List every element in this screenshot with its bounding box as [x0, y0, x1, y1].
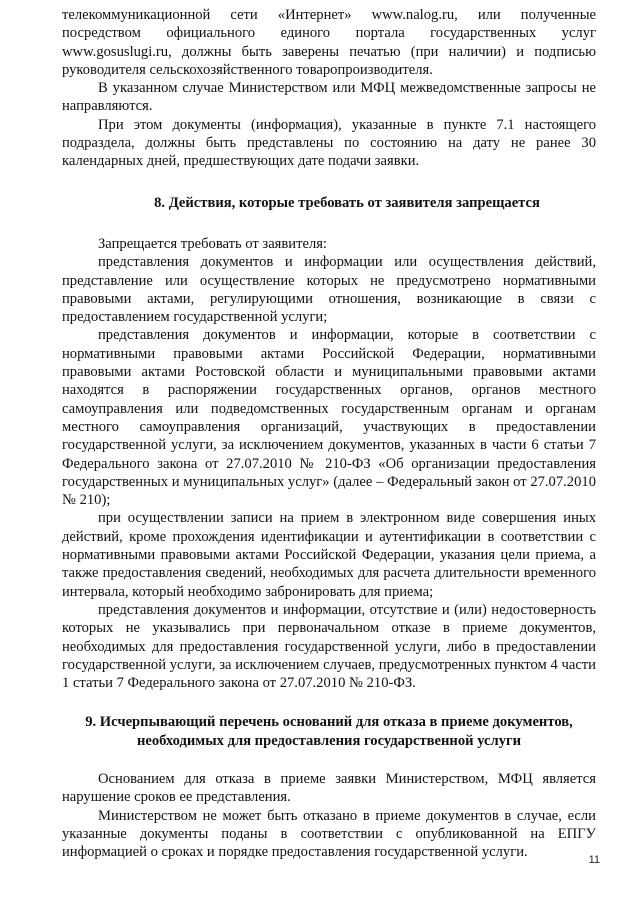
paragraph: При этом документы (информация), указанные в пункте 7.1 настоящего подраздела, должны быть представлены по состоянию на дату не ранее 30 календарных дней, предшествующих дате подачи заявки. — [62, 116, 596, 170]
paragraph: представления документов и информации или осуществления действий, представление или осуществление которых не предусмотрено нормативными правовыми актами, регулирующими отношения, возникающие в связи с предоставлением государственной услуги; — [62, 254, 596, 326]
paragraph: телекоммуникационной сети «Интернет» www.nalog.ru, или полученные посредством официального единого портала государственных услуг www.gosuslugi.ru, должны быть заверены печатью (при наличии) и подписью руководителя сельскохозяйственного товаропроизводителя. — [62, 7, 596, 78]
paragraph: при осуществлении записи на прием в электронном виде совершения иных действий, кроме прохождения идентификации и аутентификации в соответствии с нормативными правовыми актами Российской Федерации, указания цели приема, а также предоставления сведений, необходимых для расчета длительности временного интервала, который необходимо забронировать для приема; — [62, 510, 596, 600]
paragraph: Основанием для отказа в приеме заявки Министерством, МФЦ является нарушение сроков ее представления. — [62, 770, 596, 806]
paragraph: представления документов и информации, отсутствие и (или) недостоверность которых не указывались при первоначальном отказе в приеме документов, необходимых для предоставления государственной услуги, либо в предоставлении государственной услуги, за исключением случаев, предусмотренных пунктом 4 части 1 статьи 7 Федерального закона от 27.07.2010 № 210-ФЗ. — [62, 601, 596, 692]
paragraph: Запрещается требовать от заявителя: — [98, 235, 327, 252]
section-8-heading: 8. Действия, которые требовать от заявителя запрещается — [154, 194, 540, 211]
paragraph: представления документов и информации, которые в соответствии с нормативными правовыми актами Российской Федерации, нормативными правовыми актами Ростовской области и муниципальными правовыми актами находятся в распоряжении государственных органов, органов местного самоуправления или подведомственных государственным органам и органам местного самоуправления организаций, участвующих в предоставлении государственной услуги, за исключением документов, указанных в части 6 статьи 7 Федерального закона от 27.07.2010 № 210-ФЗ «Об организации предоставления государственных и муниципальных услуг» (далее – Федеральный закон от 27.07.2010 № 210); — [62, 327, 596, 509]
paragraph: В указанном случае Министерством или МФЦ межведомственные запросы не направляются. — [62, 80, 596, 115]
paragraph: Министерством не может быть отказано в приеме документов в случае, если указанные документы поданы в соответствии с опубликованной на ЕПГУ информацией о сроках и порядке предоставления государственной услуги. — [62, 807, 596, 861]
page-number: 11 — [588, 854, 600, 866]
document-body — [62, 6, 596, 861]
section-9-heading: 9. Исчерпывающий перечень оснований для отказа в приеме документов, необходимых для предоставления государственной услуги — [85, 714, 573, 749]
